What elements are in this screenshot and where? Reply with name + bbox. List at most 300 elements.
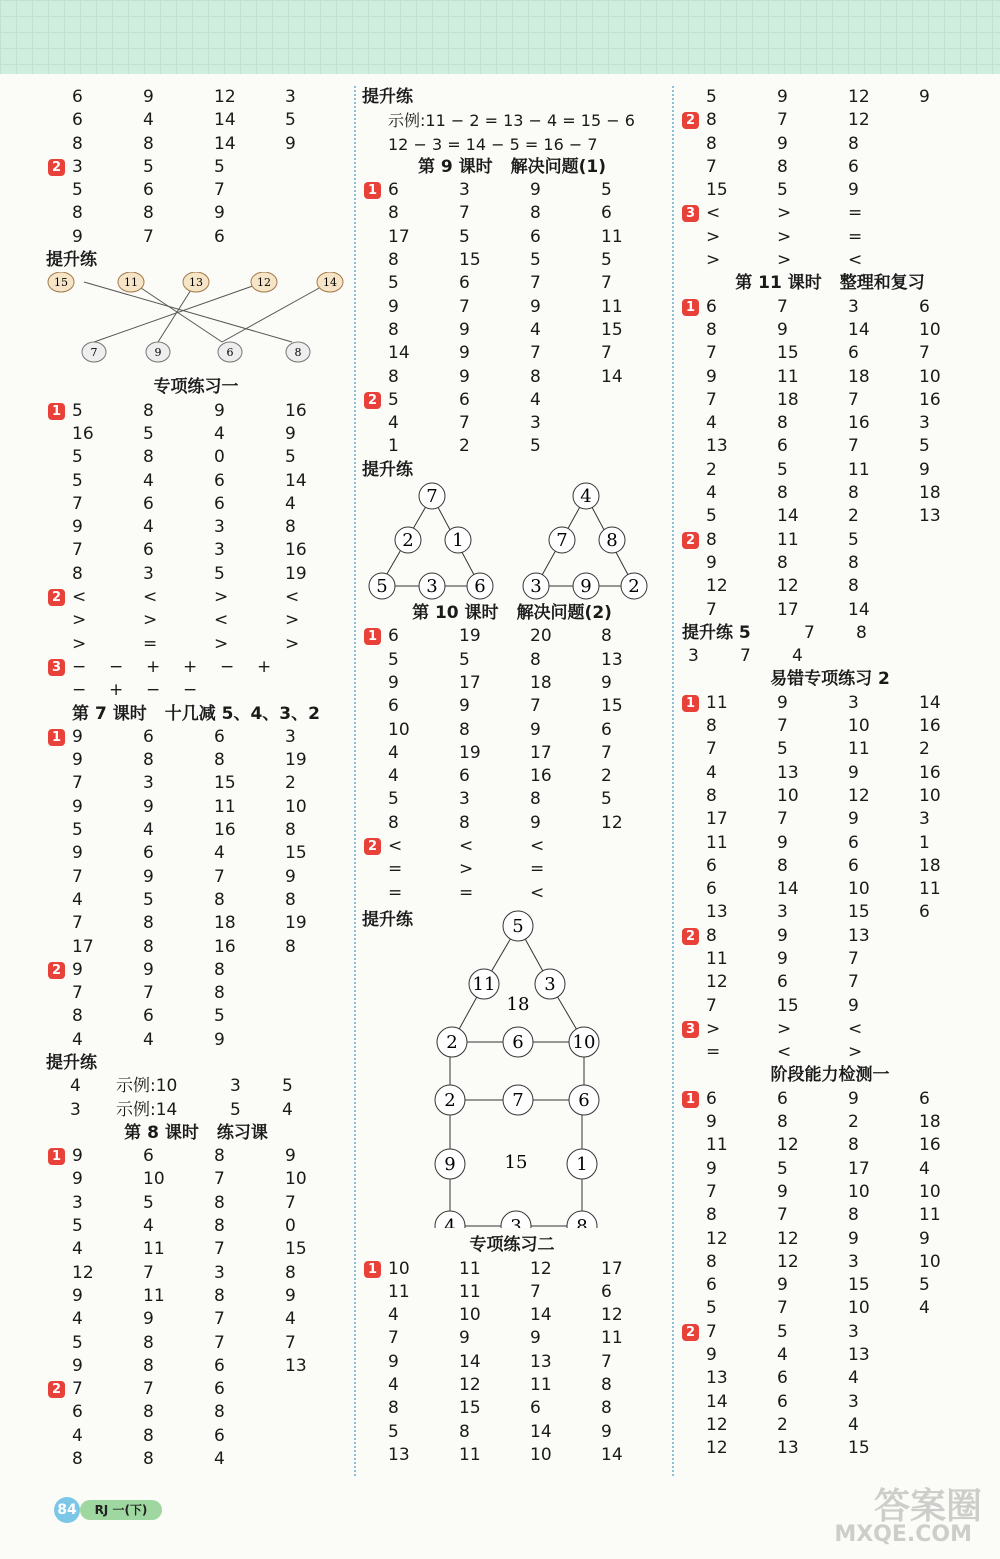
answer-value: 9 <box>706 1158 717 1179</box>
answer-row <box>680 762 980 785</box>
answer-value: < <box>530 836 545 857</box>
answer-row <box>680 715 980 738</box>
answer-value: 8 <box>848 1135 859 1156</box>
answer-value: 7 <box>706 1181 717 1202</box>
answer-value: 5 <box>706 1298 717 1319</box>
node-number: 5 <box>512 916 524 938</box>
answer-row <box>46 1029 346 1052</box>
answer-value: 9 <box>459 696 470 717</box>
answer-value: 18 <box>848 366 870 387</box>
answer-row <box>46 889 346 912</box>
answer-value: 7 <box>530 696 541 717</box>
answer-value: > <box>706 226 721 247</box>
answer-value: 9 <box>72 1169 83 1190</box>
section-heading: 提升练 <box>46 1052 97 1073</box>
answer-value: 2 <box>601 766 612 787</box>
answer-value: 12 <box>777 576 799 597</box>
answer-value: 5 <box>72 1332 83 1353</box>
answer-value: 8 <box>72 563 83 584</box>
answer-value: 8 <box>706 1205 717 1226</box>
answer-value: 15 <box>601 319 623 340</box>
answer-value: 18 <box>530 672 552 693</box>
answer-value: 8 <box>777 483 788 504</box>
question-number-badge: 1 <box>682 1091 699 1108</box>
answer-value: 11 <box>848 739 870 760</box>
answer-value: 10 <box>848 879 870 900</box>
answer-value: 7 <box>848 948 859 969</box>
answer-value: 6 <box>459 389 470 410</box>
answer-value: 5 <box>143 889 154 910</box>
answer-row <box>680 1344 980 1367</box>
node-number: 3 <box>426 576 438 598</box>
answer-value: 13 <box>919 506 941 527</box>
question-number-badge: 1 <box>364 182 381 199</box>
answer-value: 8 <box>285 517 296 538</box>
answer-value: 3 <box>777 902 788 923</box>
answer-value: 4 <box>143 1029 154 1050</box>
column-divider <box>354 86 356 1476</box>
answer-value: 10 <box>848 1298 870 1319</box>
answer-value: 4 <box>388 742 399 763</box>
answer-value: 7 <box>777 1298 788 1319</box>
answer-value: 8 <box>848 133 859 154</box>
answer-value: 8 <box>777 156 788 177</box>
answer-value: 4 <box>143 470 154 491</box>
answer-value: 8 <box>459 812 470 833</box>
answer-value: > <box>459 859 474 880</box>
answer-row <box>362 342 662 365</box>
answer-value: 15 <box>848 1438 870 1459</box>
answer-row <box>680 971 980 994</box>
answer-grid <box>680 202 980 272</box>
answer-value: 8 <box>848 576 859 597</box>
answer-value: 13 <box>848 1345 870 1366</box>
answer-row <box>362 835 662 858</box>
node-number: 11 <box>472 974 496 996</box>
answer-value: 16 <box>214 936 236 957</box>
answer-value: 13 <box>706 902 728 923</box>
answer-value: = <box>143 633 158 654</box>
answer-row <box>680 1041 980 1064</box>
answer-value: 示例:10 <box>116 1076 178 1097</box>
answer-value: 6 <box>214 470 225 491</box>
answer-value: 5 <box>214 156 225 177</box>
answer-value: 14 <box>706 1391 728 1412</box>
answer-value: 9 <box>848 809 859 830</box>
answer-value: 3 <box>70 1099 81 1120</box>
answer-row <box>680 156 980 179</box>
answer-row <box>680 692 980 715</box>
answer-value: 7 <box>848 389 859 410</box>
answer-row <box>362 742 662 765</box>
node-number: 3 <box>544 974 556 996</box>
answer-value: 13 <box>530 1351 552 1372</box>
answer-value: 6 <box>143 180 154 201</box>
answer-value: 7 <box>530 343 541 364</box>
answer-value: 6 <box>919 902 930 923</box>
answer-value: 6 <box>214 1355 225 1376</box>
answer-value: 9 <box>777 87 788 107</box>
answer-value: 12 <box>601 812 623 833</box>
answer-value: 11 <box>706 1135 728 1156</box>
mouse-number: 15 <box>54 276 68 290</box>
answer-value: 8 <box>706 133 717 154</box>
lesson-title: 第 11 课时 整理和复习 <box>735 273 925 294</box>
answer-value: 8 <box>72 1449 83 1470</box>
mouse-number: 13 <box>189 276 203 290</box>
answer-value: 8 <box>143 400 154 421</box>
answer-row <box>362 179 662 202</box>
answer-value: 8 <box>143 133 154 154</box>
answer-value: 17 <box>601 1258 623 1279</box>
answer-value: 8 <box>856 622 867 643</box>
answer-value: 8 <box>143 1332 154 1353</box>
answer-row <box>46 656 346 679</box>
answer-row <box>680 948 980 971</box>
answer-value: < <box>72 587 87 608</box>
answer-value: 9 <box>848 180 859 201</box>
mouse-number: 8 <box>294 346 302 360</box>
answer-value: 17 <box>388 226 410 247</box>
answer-value: 4 <box>214 1449 225 1470</box>
answer-value: 8 <box>214 1146 225 1167</box>
answer-value: 14 <box>530 1305 552 1326</box>
answer-value: 6 <box>388 180 399 201</box>
answer-value: > <box>706 250 721 271</box>
answer-value: 5 <box>777 739 788 760</box>
mouse-number: 6 <box>226 346 234 360</box>
answer-row <box>680 1134 980 1157</box>
answer-row <box>680 1204 980 1227</box>
answer-value: 6 <box>777 1088 788 1109</box>
answer-row <box>680 1367 980 1390</box>
answer-value: 7 <box>459 296 470 317</box>
answer-row <box>46 1005 346 1028</box>
answer-row <box>362 366 662 389</box>
node-number: 5 <box>376 576 388 598</box>
question-number-badge: 2 <box>364 392 381 409</box>
answer-value: 6 <box>777 1368 788 1389</box>
header-band <box>0 0 1000 74</box>
answer-value: 17 <box>530 742 552 763</box>
lesson-title: 第 7 课时 十几减 5、4、3、2 <box>72 703 320 724</box>
answer-value: 9 <box>777 832 788 853</box>
answer-value: 7 <box>214 1332 225 1353</box>
answer-value: 9 <box>777 1275 788 1296</box>
answer-value: > <box>72 633 87 654</box>
answer-value: 7 <box>388 1328 399 1349</box>
answer-value: 6 <box>848 343 859 364</box>
answer-value: 5 <box>459 226 470 247</box>
answer-value: 20 <box>530 626 552 647</box>
node-number: 2 <box>444 1090 456 1112</box>
edition-tag: RJ 一(下) <box>80 1500 162 1520</box>
question-number-badge: 2 <box>682 1324 699 1341</box>
answer-value: 5 <box>459 649 470 670</box>
answer-value: 8 <box>285 936 296 957</box>
answer-grid <box>680 692 980 925</box>
answer-value: 9 <box>459 366 470 387</box>
answer-row <box>46 1308 346 1331</box>
answer-value: 12 <box>72 1262 94 1283</box>
answer-grid <box>362 389 662 459</box>
answer-grid <box>680 1321 980 1461</box>
answer-value: 8 <box>706 110 717 131</box>
answer-value: 7 <box>143 1379 154 1400</box>
answer-value: 11 <box>530 1374 552 1395</box>
answer-value: 18 <box>777 389 799 410</box>
answer-value: 2 <box>777 1414 788 1435</box>
mouse-number: 11 <box>124 276 138 290</box>
answer-value: 10 <box>777 785 799 806</box>
answer-value: 7 <box>706 739 717 760</box>
answer-value: 6 <box>777 972 788 993</box>
answer-value: 7 <box>601 273 612 294</box>
answer-grid <box>680 1088 980 1321</box>
answer-column-1 <box>46 86 346 1476</box>
answer-value: 4 <box>848 1414 859 1435</box>
answer-value: 2 <box>848 506 859 527</box>
question-number-badge: 3 <box>682 1021 699 1038</box>
answer-value: 7 <box>919 343 930 364</box>
answer-value: > <box>777 250 792 271</box>
answer-value: 0 <box>285 1216 296 1237</box>
answer-row <box>680 1018 980 1041</box>
answer-value: 4 <box>919 1158 930 1179</box>
answer-row <box>46 772 346 795</box>
answer-value: 9 <box>72 750 83 771</box>
answer-value: 7 <box>706 389 717 410</box>
node-number: 6 <box>512 1032 524 1054</box>
answer-value: 9 <box>919 1228 930 1249</box>
answer-value: 5 <box>777 459 788 480</box>
answer-row <box>46 226 346 249</box>
answer-value: 7 <box>214 1309 225 1330</box>
answer-value: 4 <box>388 766 399 787</box>
answer-value: 14 <box>777 879 799 900</box>
section-heading: 提升练 <box>362 909 413 930</box>
answer-value: 19 <box>285 913 307 934</box>
answer-value: 16 <box>919 762 941 783</box>
answer-value: 7 <box>706 156 717 177</box>
answer-value: 18 <box>214 913 236 934</box>
answer-row <box>680 109 980 132</box>
answer-row <box>680 1297 980 1320</box>
answer-row <box>680 575 980 598</box>
answer-value: 5 <box>706 506 717 527</box>
answer-row <box>362 719 662 742</box>
answer-value: = <box>388 882 403 903</box>
answer-value: 3 <box>214 540 225 561</box>
answer-value: 14 <box>388 343 410 364</box>
answer-row <box>46 1401 346 1424</box>
answer-row <box>362 319 662 342</box>
question-number-badge: 1 <box>364 628 381 645</box>
node-number: 4 <box>580 486 592 508</box>
answer-value: 4 <box>143 1216 154 1237</box>
answer-value: 8 <box>285 820 296 841</box>
answer-value: 5 <box>143 423 154 444</box>
answer-value: 12 <box>706 576 728 597</box>
answer-value: 12 <box>848 785 870 806</box>
answer-value: 5 <box>388 1421 399 1442</box>
answer-grid <box>362 1258 662 1468</box>
node-number: 10 <box>572 1032 596 1054</box>
answer-row <box>46 842 346 865</box>
answer-row <box>680 855 980 878</box>
answer-value: 8 <box>530 366 541 387</box>
answer-value: 8 <box>72 133 83 154</box>
answer-value: 6 <box>459 273 470 294</box>
answer-value: < <box>848 250 863 271</box>
answer-value: 8 <box>848 483 859 504</box>
answer-value: 6 <box>706 855 717 876</box>
answer-value: < <box>285 587 300 608</box>
answer-value: 16 <box>72 423 94 444</box>
answer-value: 8 <box>214 983 225 1004</box>
section-title: 易错专项练习 2 <box>770 669 890 690</box>
answer-value: 10 <box>919 319 941 340</box>
node-number: 8 <box>606 530 618 552</box>
answer-value: 5 <box>143 156 154 177</box>
answer-value: 8 <box>285 889 296 910</box>
answer-grid <box>46 1378 346 1471</box>
answer-value: 12 <box>777 1228 799 1249</box>
answer-value: 6 <box>214 493 225 514</box>
answer-value: 9 <box>285 133 296 154</box>
answer-row <box>680 925 980 948</box>
answer-value: 7 <box>777 716 788 737</box>
answer-value: > <box>777 1018 792 1039</box>
answer-value: 9 <box>143 959 154 980</box>
answer-value: 4 <box>72 1425 83 1446</box>
answer-row <box>46 179 346 202</box>
mouse-bottom-row <box>82 342 310 362</box>
answer-value: 7 <box>72 493 83 514</box>
answer-value: 3 <box>848 1321 859 1342</box>
answer-value: 8 <box>72 1006 83 1027</box>
answer-value: 12 <box>706 1414 728 1435</box>
answer-value: 5 <box>530 436 541 457</box>
answer-row <box>46 749 346 772</box>
answer-value: 2 <box>919 739 930 760</box>
answer-value: 7 <box>143 1262 154 1283</box>
answer-value: 9 <box>214 400 225 421</box>
answer-value: 6 <box>919 1088 930 1109</box>
answer-value: 19 <box>285 563 307 584</box>
node-number: 7 <box>556 530 568 552</box>
answer-value: 8 <box>143 1449 154 1470</box>
answer-value: < <box>459 836 474 857</box>
answer-value: 14 <box>848 599 870 620</box>
column-divider <box>672 86 674 1476</box>
answer-value: 6 <box>848 855 859 876</box>
answer-row <box>680 1228 980 1251</box>
question-number-badge: 2 <box>682 532 699 549</box>
answer-value: 5 <box>72 470 83 491</box>
page-number: 84 <box>54 1497 80 1523</box>
answer-value: 7 <box>530 273 541 294</box>
answer-value: 8 <box>143 447 154 468</box>
answer-value: 17 <box>72 936 94 957</box>
answer-value: 3 <box>530 413 541 434</box>
answer-value: = <box>459 882 474 903</box>
question-number-badge: 1 <box>48 1148 65 1165</box>
answer-row <box>680 133 980 156</box>
answer-value: 13 <box>285 1355 307 1376</box>
answer-value: 18 <box>919 483 941 504</box>
answer-row <box>362 1258 662 1281</box>
answer-value: 13 <box>848 925 870 946</box>
answer-value: 16 <box>530 766 552 787</box>
answer-value: 3 <box>459 180 470 201</box>
answer-value: 9 <box>143 866 154 887</box>
answer-value: = <box>530 859 545 880</box>
answer-value: > <box>777 203 792 224</box>
answer-value: 9 <box>72 1355 83 1376</box>
answer-value: 17 <box>459 672 481 693</box>
answer-value: 18 <box>919 1112 941 1133</box>
answer-row <box>46 1332 346 1355</box>
answer-value: 9 <box>530 1328 541 1349</box>
answer-value: < <box>848 1018 863 1039</box>
answer-row <box>362 1374 662 1397</box>
answer-value: 10 <box>530 1444 552 1465</box>
answer-value: 5 <box>706 87 717 107</box>
section-heading: 提升练 <box>362 459 413 480</box>
answer-value: − <box>146 680 161 701</box>
answer-value: 14 <box>459 1351 481 1372</box>
answer-row <box>46 470 346 493</box>
answer-row <box>46 1145 346 1168</box>
answer-value: 6 <box>388 696 399 717</box>
answer-value: 12 <box>706 972 728 993</box>
answer-row <box>680 599 980 622</box>
answer-value: 12 <box>459 1374 481 1395</box>
answer-value: 10 <box>919 1251 941 1272</box>
answer-value: 11 <box>601 1328 623 1349</box>
answer-value: 8 <box>706 319 717 340</box>
example-line: 12 − 3 = 14 − 5 = 16 − 7 <box>388 134 598 154</box>
answer-value: 5 <box>601 250 612 271</box>
answer-row <box>362 672 662 695</box>
answer-value: 9 <box>459 319 470 340</box>
matching-diagram <box>46 272 346 372</box>
answer-value: 4 <box>706 413 717 434</box>
answer-value: 5 <box>285 447 296 468</box>
answer-value: 3 <box>214 1262 225 1283</box>
answer-value: 9 <box>72 796 83 817</box>
answer-value: 6 <box>601 203 612 224</box>
answer-value: 13 <box>777 1438 799 1459</box>
answer-value: 9 <box>388 672 399 693</box>
answer-value: = <box>848 203 863 224</box>
answer-value: 3 <box>72 1192 83 1213</box>
answer-value: 8 <box>848 552 859 573</box>
answer-value: + <box>109 680 124 701</box>
answer-row <box>362 435 662 458</box>
answer-value: + <box>183 656 198 677</box>
answer-value: − <box>72 656 87 677</box>
answer-value: = <box>848 226 863 247</box>
answer-value: 7 <box>72 540 83 561</box>
answer-value: 7 <box>285 1332 296 1353</box>
answer-row <box>362 1304 662 1327</box>
answer-value: 9 <box>72 1285 83 1306</box>
answer-value: 16 <box>285 540 307 561</box>
answer-value: 9 <box>285 1285 296 1306</box>
answer-value: + <box>146 656 161 677</box>
